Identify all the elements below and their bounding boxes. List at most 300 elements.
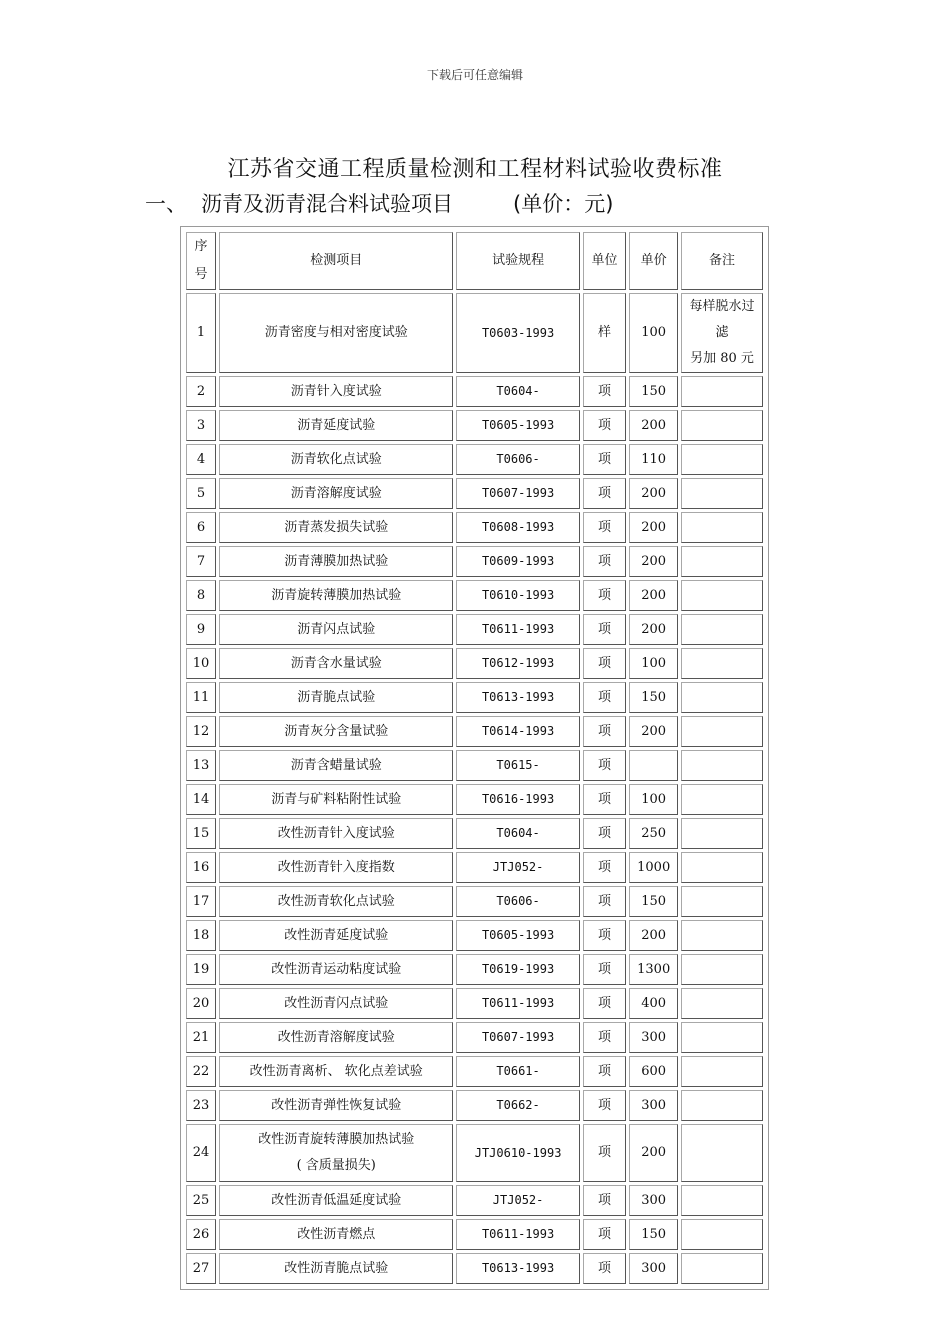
row-price-text: 150 bbox=[641, 689, 667, 705]
row-item-text: 改性沥青脆点试验 bbox=[284, 1260, 389, 1276]
row-code bbox=[456, 1056, 579, 1087]
table-row bbox=[186, 954, 763, 985]
row-item-text: 改性沥青旋转薄膜加热试验 bbox=[258, 1132, 415, 1147]
table-row bbox=[186, 1090, 763, 1121]
row-no-text: 19 bbox=[192, 961, 210, 977]
header-no: 序号 bbox=[186, 232, 216, 290]
row-no bbox=[186, 512, 216, 543]
table-row bbox=[186, 293, 763, 373]
table-row bbox=[186, 784, 763, 815]
row-price bbox=[629, 1253, 678, 1284]
row-no bbox=[186, 1253, 216, 1284]
section-heading bbox=[145, 188, 613, 218]
row-price bbox=[629, 818, 678, 849]
row-price-text: 200 bbox=[641, 587, 667, 603]
document-title: 江苏省交通工程质量检测和工程材料试验收费标准 bbox=[227, 157, 723, 182]
row-price bbox=[629, 920, 678, 951]
row-item-text: 改性沥青针入度试验 bbox=[277, 825, 395, 841]
table-row bbox=[186, 818, 763, 849]
row-no bbox=[186, 648, 216, 679]
row-unit bbox=[583, 512, 627, 543]
row-no-text: 17 bbox=[192, 893, 210, 909]
table-header-row bbox=[186, 232, 763, 290]
row-item bbox=[219, 444, 453, 475]
row-code-text: T0607-1993 bbox=[481, 486, 555, 500]
row-code-text: T0615- bbox=[496, 758, 540, 772]
row-code-text: T0616-1993 bbox=[481, 792, 555, 806]
row-no bbox=[186, 1185, 216, 1216]
row-item-text: 改性沥青针入度指数 bbox=[277, 859, 395, 875]
table-row bbox=[186, 478, 763, 509]
row-item bbox=[219, 1022, 453, 1053]
row-price bbox=[629, 1022, 678, 1053]
row-price bbox=[629, 716, 678, 747]
row-price-text: 200 bbox=[641, 553, 667, 569]
row-note bbox=[681, 410, 763, 441]
row-price-text: 300 bbox=[641, 1097, 667, 1113]
row-price bbox=[629, 1090, 678, 1121]
row-unit bbox=[583, 1124, 627, 1182]
row-price-text: 200 bbox=[641, 485, 667, 501]
row-no-text: 5 bbox=[196, 485, 206, 501]
row-code-text: T0607-1993 bbox=[481, 1030, 555, 1044]
row-item bbox=[219, 1185, 453, 1216]
row-code-text: T0619-1993 bbox=[481, 962, 555, 976]
row-unit-text: 项 bbox=[598, 621, 612, 637]
row-unit bbox=[583, 784, 627, 815]
row-code bbox=[456, 716, 579, 747]
header-item: 检测项目 bbox=[219, 232, 453, 290]
row-unit-text: 项 bbox=[598, 1063, 612, 1079]
row-code bbox=[456, 293, 579, 373]
table-row bbox=[186, 716, 763, 747]
row-no-text: 11 bbox=[192, 689, 210, 705]
row-unit bbox=[583, 682, 627, 713]
row-item bbox=[219, 954, 453, 985]
row-item-text: 沥青蒸发损失试验 bbox=[284, 519, 389, 535]
row-no-text: 10 bbox=[192, 655, 210, 671]
row-price-text: 200 bbox=[641, 519, 667, 535]
row-unit bbox=[583, 1022, 627, 1053]
row-no bbox=[186, 784, 216, 815]
row-item-text: 沥青与矿料粘附性试验 bbox=[271, 791, 402, 807]
row-code-text: T0614-1993 bbox=[481, 724, 555, 738]
row-item-text: 改性沥青燃点 bbox=[297, 1226, 376, 1242]
table-row bbox=[186, 444, 763, 475]
row-unit bbox=[583, 1185, 627, 1216]
row-code bbox=[456, 1022, 579, 1053]
row-code-text: JTJ0610-1993 bbox=[474, 1145, 562, 1160]
row-no-text: 18 bbox=[192, 927, 210, 943]
row-price-text: 150 bbox=[641, 893, 667, 909]
row-price-text: 1000 bbox=[637, 859, 671, 875]
row-note bbox=[681, 478, 763, 509]
row-code bbox=[456, 954, 579, 985]
table-row bbox=[186, 1124, 763, 1182]
row-price-text: 300 bbox=[641, 1260, 667, 1276]
row-unit-text: 项 bbox=[598, 655, 612, 671]
row-item bbox=[219, 1219, 453, 1250]
row-item bbox=[219, 648, 453, 679]
row-no-text: 24 bbox=[192, 1145, 210, 1160]
row-code-text: JTJ052- bbox=[492, 860, 544, 874]
row-note bbox=[681, 580, 763, 611]
row-item bbox=[219, 716, 453, 747]
row-no bbox=[186, 1022, 216, 1053]
row-price bbox=[629, 886, 678, 917]
row-price-text: 150 bbox=[641, 1226, 667, 1242]
row-unit-text: 项 bbox=[598, 927, 612, 943]
row-price bbox=[629, 512, 678, 543]
row-note-text-2: 另加 80 元 bbox=[690, 351, 754, 366]
row-code bbox=[456, 410, 579, 441]
row-price bbox=[629, 293, 678, 373]
row-no-text: 7 bbox=[196, 553, 206, 569]
row-unit-text: 项 bbox=[598, 1029, 612, 1045]
row-item bbox=[219, 886, 453, 917]
row-no-text: 13 bbox=[192, 757, 210, 773]
row-no-text: 2 bbox=[196, 383, 206, 399]
row-unit-text: 项 bbox=[598, 723, 612, 739]
row-no bbox=[186, 818, 216, 849]
row-note-text: 每样脱水过滤 bbox=[689, 299, 755, 340]
row-price-text: 100 bbox=[641, 655, 667, 671]
row-price-text: 250 bbox=[641, 825, 667, 841]
row-item-text: 改性沥青离析、 软化点差试验 bbox=[249, 1063, 423, 1079]
row-code bbox=[456, 648, 579, 679]
header-code: 试验规程 bbox=[456, 232, 579, 290]
row-code bbox=[456, 1219, 579, 1250]
row-no bbox=[186, 1056, 216, 1087]
row-price bbox=[629, 410, 678, 441]
row-note bbox=[681, 1124, 763, 1182]
row-item-text: 改性沥青软化点试验 bbox=[277, 893, 395, 909]
row-note bbox=[681, 512, 763, 543]
row-note bbox=[681, 1185, 763, 1216]
row-code-text: T0606- bbox=[496, 894, 540, 908]
row-no bbox=[186, 293, 216, 373]
row-price bbox=[629, 1219, 678, 1250]
row-unit-text: 项 bbox=[598, 995, 612, 1011]
row-item bbox=[219, 410, 453, 441]
row-unit bbox=[583, 1056, 627, 1087]
row-code bbox=[456, 1124, 579, 1182]
row-item-text: 改性沥青闪点试验 bbox=[284, 995, 389, 1011]
row-item-text: 沥青薄膜加热试验 bbox=[284, 553, 389, 569]
row-price bbox=[629, 750, 678, 781]
row-unit bbox=[583, 1090, 627, 1121]
row-no bbox=[186, 1090, 216, 1121]
row-item bbox=[219, 376, 453, 407]
row-code bbox=[456, 1253, 579, 1284]
row-price bbox=[629, 852, 678, 883]
row-price bbox=[629, 580, 678, 611]
row-note bbox=[681, 1219, 763, 1250]
row-code-text: T0610-1993 bbox=[481, 588, 555, 602]
row-item-text: 改性沥青溶解度试验 bbox=[277, 1029, 395, 1045]
row-code bbox=[456, 750, 579, 781]
row-note bbox=[681, 886, 763, 917]
row-item-text: 沥青延度试验 bbox=[297, 417, 376, 433]
row-no bbox=[186, 920, 216, 951]
row-note bbox=[681, 988, 763, 1019]
row-no-text: 25 bbox=[192, 1192, 210, 1208]
row-price bbox=[629, 1056, 678, 1087]
row-code-text: JTJ052- bbox=[492, 1193, 544, 1207]
row-unit bbox=[583, 478, 627, 509]
row-price bbox=[629, 1185, 678, 1216]
row-code-text: T0606- bbox=[496, 452, 540, 466]
row-no bbox=[186, 444, 216, 475]
row-note bbox=[681, 852, 763, 883]
table-row bbox=[186, 410, 763, 441]
row-no bbox=[186, 954, 216, 985]
section-unit: (单价：元) bbox=[513, 192, 614, 216]
row-item bbox=[219, 478, 453, 509]
row-no-text: 15 bbox=[192, 825, 210, 841]
row-item-text: 沥青脆点试验 bbox=[297, 689, 376, 705]
row-item-text: 沥青密度与相对密度试验 bbox=[264, 325, 408, 340]
row-no-text: 26 bbox=[192, 1226, 210, 1242]
row-no-text: 27 bbox=[192, 1260, 210, 1276]
row-unit bbox=[583, 954, 627, 985]
row-item-text: 改性沥青延度试验 bbox=[284, 927, 389, 943]
row-unit bbox=[583, 293, 627, 373]
row-no bbox=[186, 410, 216, 441]
row-code-text: T0611-1993 bbox=[481, 996, 555, 1010]
row-unit-text: 项 bbox=[598, 417, 612, 433]
row-code bbox=[456, 444, 579, 475]
row-item bbox=[219, 1090, 453, 1121]
row-no bbox=[186, 546, 216, 577]
row-price-text: 110 bbox=[641, 451, 667, 467]
table-row bbox=[186, 682, 763, 713]
row-no-text: 4 bbox=[196, 451, 206, 467]
row-unit bbox=[583, 410, 627, 441]
row-price bbox=[629, 784, 678, 815]
row-unit bbox=[583, 648, 627, 679]
row-code bbox=[456, 546, 579, 577]
row-unit-text: 项 bbox=[598, 1097, 612, 1113]
row-code bbox=[456, 580, 579, 611]
row-note bbox=[681, 1056, 763, 1087]
row-code-text: T0608-1993 bbox=[481, 520, 555, 534]
row-unit-text: 项 bbox=[598, 757, 612, 773]
section-name: 沥青及沥青混合料试验项目 bbox=[201, 192, 453, 216]
row-unit bbox=[583, 750, 627, 781]
row-price bbox=[629, 648, 678, 679]
row-code bbox=[456, 682, 579, 713]
row-code-text: T0612-1993 bbox=[481, 656, 555, 670]
row-unit-text: 项 bbox=[598, 1145, 612, 1160]
row-code bbox=[456, 818, 579, 849]
row-item-text: 沥青溶解度试验 bbox=[290, 485, 382, 501]
table-row bbox=[186, 750, 763, 781]
table-row bbox=[186, 1185, 763, 1216]
row-unit-text: 项 bbox=[598, 859, 612, 875]
table-row bbox=[186, 1056, 763, 1087]
row-note bbox=[681, 648, 763, 679]
row-code-text: T0603-1993 bbox=[481, 325, 555, 340]
row-unit-text: 项 bbox=[598, 553, 612, 569]
row-unit bbox=[583, 376, 627, 407]
table-row bbox=[186, 546, 763, 577]
row-code bbox=[456, 784, 579, 815]
row-no bbox=[186, 886, 216, 917]
header-price: 单价 bbox=[629, 232, 678, 290]
row-note bbox=[681, 750, 763, 781]
row-unit-text: 样 bbox=[598, 325, 612, 340]
row-price bbox=[629, 1124, 678, 1182]
row-no-text: 14 bbox=[192, 791, 210, 807]
row-unit bbox=[583, 988, 627, 1019]
row-price-text: 200 bbox=[641, 927, 667, 943]
row-code bbox=[456, 512, 579, 543]
row-unit bbox=[583, 818, 627, 849]
table-row bbox=[186, 614, 763, 645]
row-unit-text: 项 bbox=[598, 1260, 612, 1276]
row-code bbox=[456, 478, 579, 509]
row-item-text-2: ( 含质量损失) bbox=[296, 1158, 376, 1173]
row-unit-text: 项 bbox=[598, 1192, 612, 1208]
row-note bbox=[681, 546, 763, 577]
row-note bbox=[681, 614, 763, 645]
row-code-text: T0605-1993 bbox=[481, 928, 555, 942]
row-no bbox=[186, 376, 216, 407]
table-row bbox=[186, 920, 763, 951]
table-row bbox=[186, 886, 763, 917]
row-item bbox=[219, 852, 453, 883]
row-price bbox=[629, 546, 678, 577]
row-item-text: 改性沥青弹性恢复试验 bbox=[271, 1097, 402, 1113]
table-row bbox=[186, 1022, 763, 1053]
row-code-text: T0609-1993 bbox=[481, 554, 555, 568]
row-item bbox=[219, 580, 453, 611]
row-note bbox=[681, 716, 763, 747]
row-item bbox=[219, 784, 453, 815]
row-item-text: 沥青旋转薄膜加热试验 bbox=[271, 587, 402, 603]
row-code-text: T0662- bbox=[496, 1098, 540, 1112]
row-note bbox=[681, 376, 763, 407]
row-no bbox=[186, 478, 216, 509]
row-item bbox=[219, 988, 453, 1019]
row-item bbox=[219, 818, 453, 849]
row-unit bbox=[583, 1253, 627, 1284]
row-price bbox=[629, 478, 678, 509]
row-item-text: 改性沥青运动粘度试验 bbox=[271, 961, 402, 977]
row-no bbox=[186, 852, 216, 883]
row-no bbox=[186, 988, 216, 1019]
row-code-text: T0604- bbox=[496, 384, 540, 398]
row-code-text: T0611-1993 bbox=[481, 622, 555, 636]
row-code bbox=[456, 614, 579, 645]
row-no bbox=[186, 682, 216, 713]
row-price-text: 300 bbox=[641, 1192, 667, 1208]
row-unit bbox=[583, 852, 627, 883]
row-note bbox=[681, 293, 763, 373]
row-note bbox=[681, 1022, 763, 1053]
row-item bbox=[219, 750, 453, 781]
row-unit-text: 项 bbox=[598, 587, 612, 603]
row-item bbox=[219, 614, 453, 645]
row-unit-text: 项 bbox=[598, 383, 612, 399]
row-note bbox=[681, 954, 763, 985]
row-note bbox=[681, 1090, 763, 1121]
row-no-text: 20 bbox=[192, 995, 210, 1011]
row-unit bbox=[583, 580, 627, 611]
row-unit bbox=[583, 716, 627, 747]
row-no-text: 22 bbox=[192, 1063, 210, 1079]
row-code bbox=[456, 1185, 579, 1216]
row-unit bbox=[583, 920, 627, 951]
row-no-text: 3 bbox=[196, 417, 206, 433]
row-price bbox=[629, 682, 678, 713]
row-item bbox=[219, 293, 453, 373]
row-no-text: 16 bbox=[192, 859, 210, 875]
header-note: 下载后可任意编辑 bbox=[426, 68, 523, 82]
row-price-text: 150 bbox=[641, 383, 667, 399]
row-no-text: 9 bbox=[196, 621, 206, 637]
row-unit-text: 项 bbox=[598, 791, 612, 807]
table-row bbox=[186, 376, 763, 407]
row-code-text: T0613-1993 bbox=[481, 690, 555, 704]
row-price bbox=[629, 614, 678, 645]
table-row bbox=[186, 512, 763, 543]
row-note bbox=[681, 1253, 763, 1284]
row-price bbox=[629, 376, 678, 407]
row-no bbox=[186, 750, 216, 781]
row-price-text: 200 bbox=[641, 417, 667, 433]
table-row bbox=[186, 852, 763, 883]
row-no bbox=[186, 716, 216, 747]
row-item-text: 沥青含蜡量试验 bbox=[290, 757, 382, 773]
row-unit bbox=[583, 546, 627, 577]
row-unit bbox=[583, 614, 627, 645]
row-code bbox=[456, 376, 579, 407]
table-row bbox=[186, 1219, 763, 1250]
header-unit: 单位 bbox=[583, 232, 627, 290]
row-item-text: 沥青含水量试验 bbox=[290, 655, 382, 671]
row-item bbox=[219, 682, 453, 713]
row-code bbox=[456, 852, 579, 883]
row-price-text: 300 bbox=[641, 1029, 667, 1045]
row-item-text: 沥青闪点试验 bbox=[297, 621, 376, 637]
row-note bbox=[681, 920, 763, 951]
row-code bbox=[456, 886, 579, 917]
row-price bbox=[629, 954, 678, 985]
row-price bbox=[629, 988, 678, 1019]
row-no bbox=[186, 1219, 216, 1250]
row-item bbox=[219, 512, 453, 543]
row-note bbox=[681, 444, 763, 475]
row-code-text: T0613-1993 bbox=[481, 1261, 555, 1275]
row-no-text: 8 bbox=[196, 587, 206, 603]
header-note: 备注 bbox=[681, 232, 763, 290]
row-price-text: 100 bbox=[641, 791, 667, 807]
row-price-text: 1300 bbox=[637, 961, 671, 977]
row-note bbox=[681, 818, 763, 849]
row-price-text: 200 bbox=[641, 1145, 667, 1160]
table-row bbox=[186, 1253, 763, 1284]
row-no-text: 23 bbox=[192, 1097, 210, 1113]
row-unit-text: 项 bbox=[598, 893, 612, 909]
row-item bbox=[219, 920, 453, 951]
row-price-text: 100 bbox=[641, 325, 667, 340]
row-price-text: 200 bbox=[641, 723, 667, 739]
row-unit-text: 项 bbox=[598, 485, 612, 501]
row-unit bbox=[583, 886, 627, 917]
row-unit-text: 项 bbox=[598, 689, 612, 705]
